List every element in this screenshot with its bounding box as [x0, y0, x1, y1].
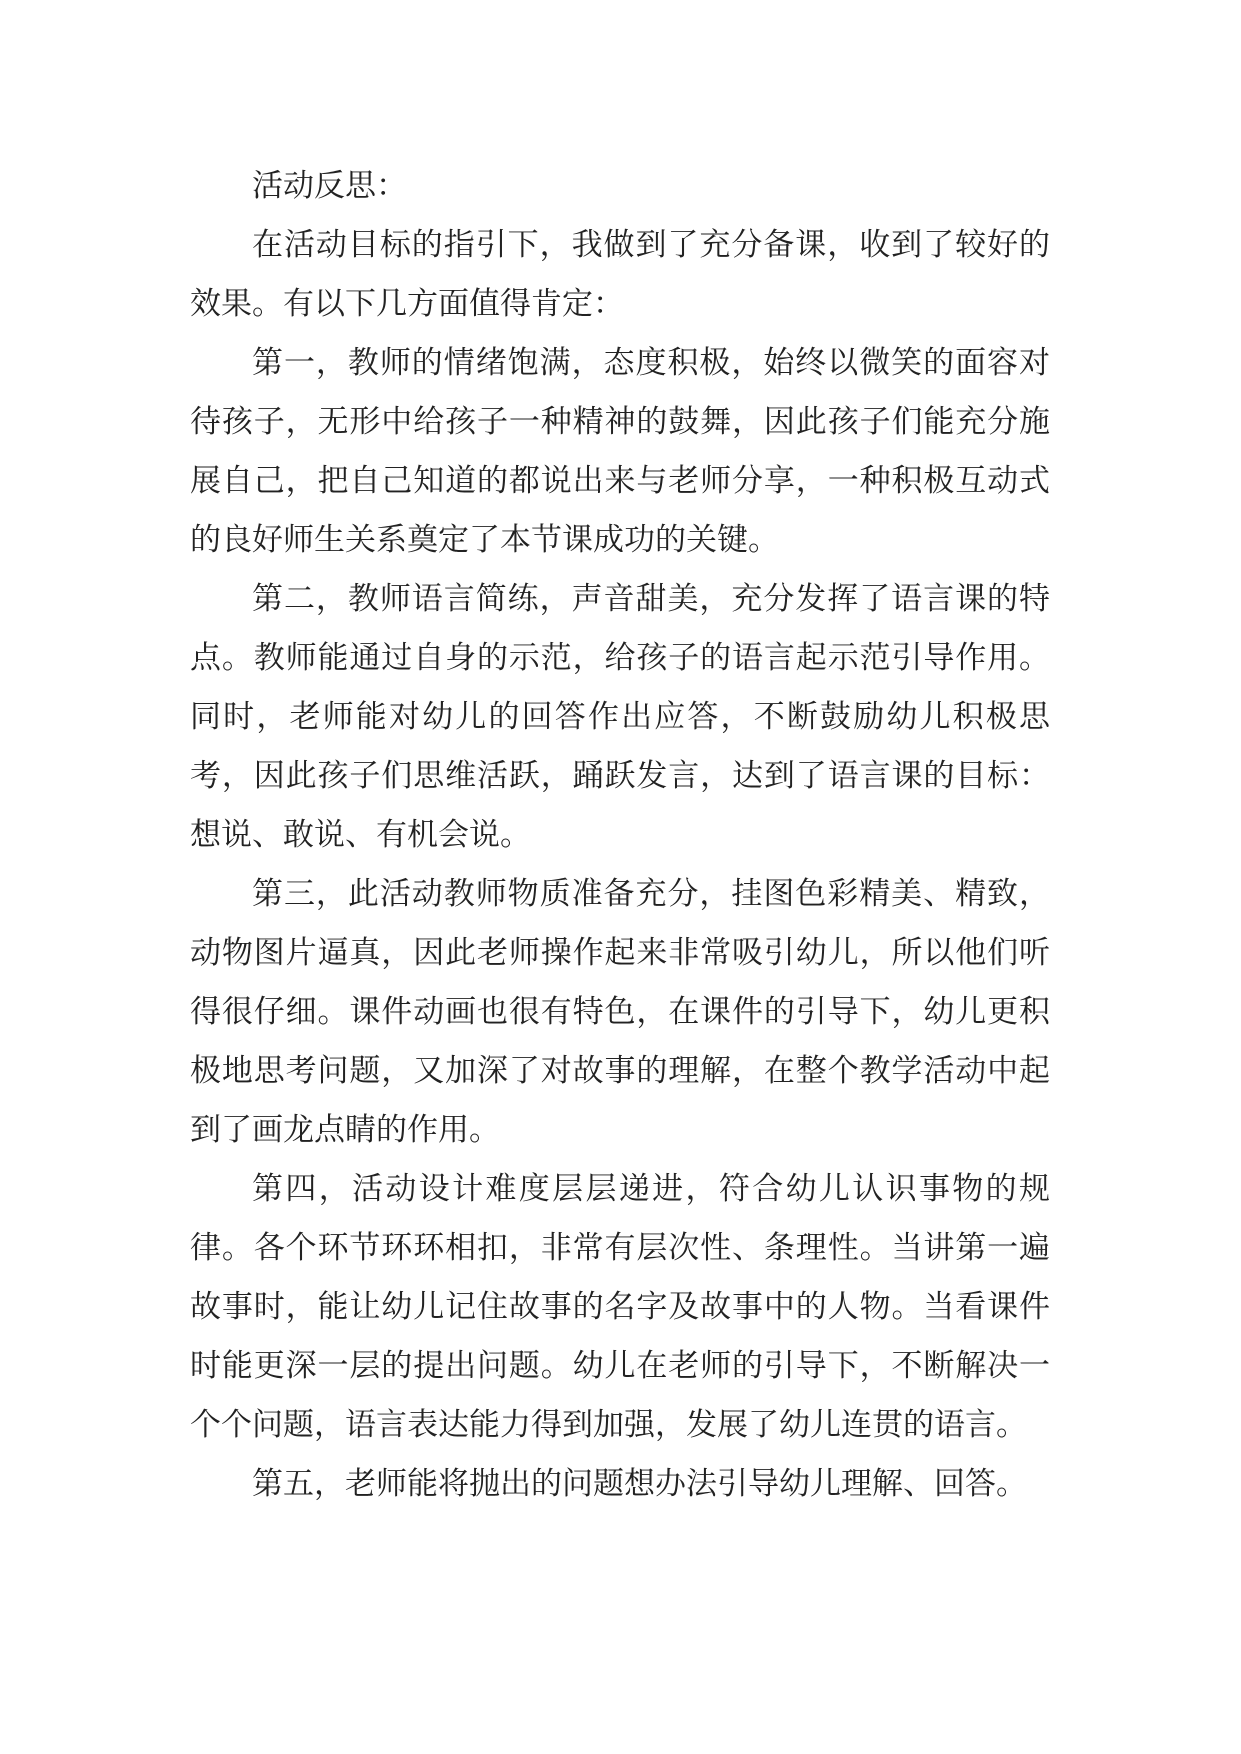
- paragraph-third-point: 第三，此活动教师物质准备充分，挂图色彩精美、精致，动物图片逼真，因此老师操作起来非常吸引幼儿，所以他们听得很仔细。课件动画也很有特色，在课件的引导下，幼儿更积极地思考问题，又加深了对故事的理解，在整个教学活动中起到了画龙点睛的作用。: [190, 876, 1050, 1148]
- section-heading: 活动反思：: [252, 168, 407, 204]
- paragraph-intro: 在活动目标的指引下，我做到了充分备课，收到了较好的效果。有以下几方面值得肯定：: [190, 227, 1050, 322]
- document-body: [190, 157, 1050, 1514]
- paragraph-second-point: 第二，教师语言简练，声音甜美，充分发挥了语言课的特点。教师能通过自身的示范，给孩子的语言起示范引导作用。同时，老师能对幼儿的回答作出应答，不断鼓励幼儿积极思考，因此孩子们思维活跃，踊跃发言，达到了语言课的目标：想说、敢说、有机会说。: [190, 581, 1050, 853]
- paragraph-fourth-point: 第四，活动设计难度层层递进，符合幼儿认识事物的规律。各个环节环环相扣，非常有层次性、条理性。当讲第一遍故事时，能让幼儿记住故事的名字及故事中的人物。当看课件时能更深一层的提出问题。幼儿在老师的引导下，不断解决一个个问题，语言表达能力得到加强，发展了幼儿连贯的语言。: [190, 1171, 1050, 1443]
- paragraph-fifth-point: 第五，老师能将抛出的问题想办法引导幼儿理解、回答。: [252, 1466, 1027, 1502]
- paragraph-first-point: 第一，教师的情绪饱满，态度积极，始终以微笑的面容对待孩子，无形中给孩子一种精神的鼓舞，因此孩子们能充分施展自己，把自己知道的都说出来与老师分享，一种积极互动式的良好师生关系奠定了本节课成功的关键。: [190, 345, 1050, 558]
